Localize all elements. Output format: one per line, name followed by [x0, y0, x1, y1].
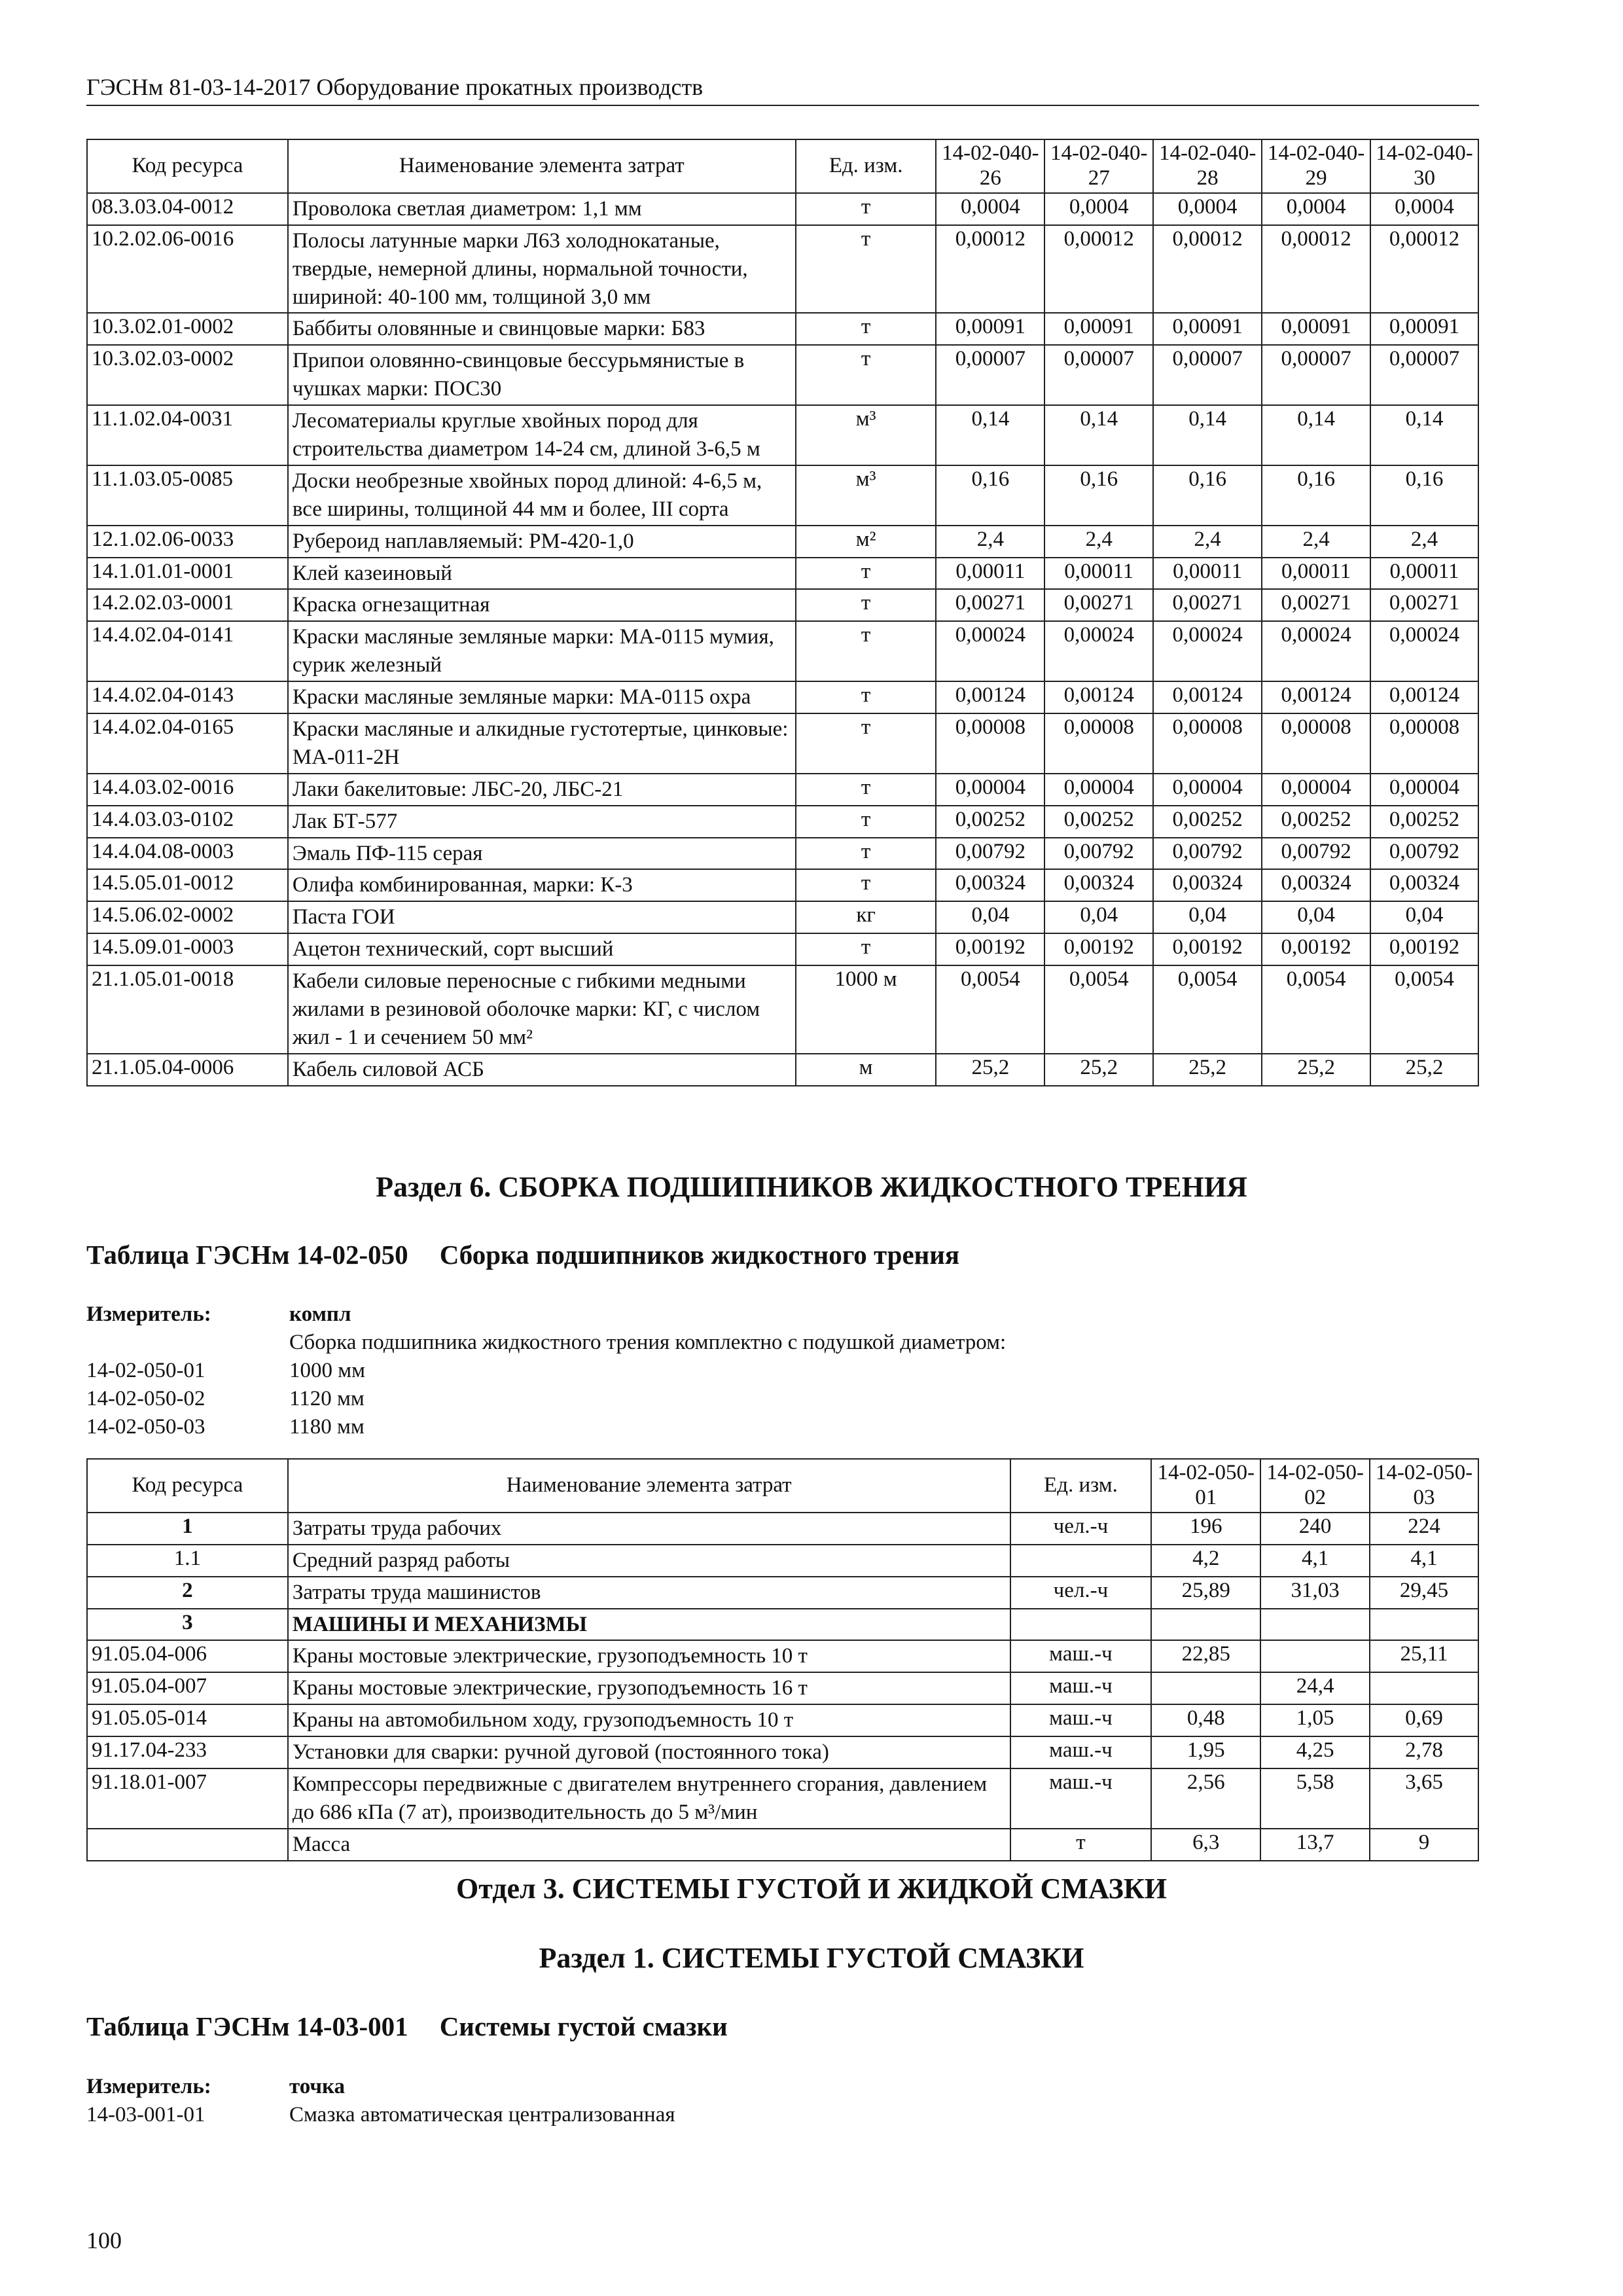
resource-name: Краны мостовые электрические, грузоподъемность 16 т [288, 1672, 1010, 1704]
table-row [87, 405, 1478, 465]
resource-value: 0,00192 [1262, 933, 1370, 965]
resource-code: 14.1.01.01-0001 [87, 558, 288, 590]
resource-name: Ацетон технический, сорт высший [288, 933, 796, 965]
resource-value: 0,00011 [1153, 558, 1262, 590]
resource-name: МАШИНЫ И МЕХАНИЗМЫ [288, 1609, 1010, 1641]
resource-value: 196 [1151, 1513, 1260, 1545]
resource-value: 0,00324 [1044, 869, 1153, 901]
resource-name: Проволока светлая диаметром: 1,1 мм [288, 193, 796, 225]
resource-value: 0,00124 [1370, 681, 1478, 713]
resource-value: 0,00792 [1153, 838, 1262, 870]
resource-name: Краска огнезащитная [288, 589, 796, 621]
resources-table-050 [86, 1458, 1479, 1861]
resource-value: 240 [1260, 1513, 1370, 1545]
resource-value: 31,03 [1260, 1577, 1370, 1609]
resource-value [1151, 1672, 1260, 1704]
item-code: 14-02-050-02 [86, 1387, 205, 1410]
resources-table-040 [86, 139, 1479, 1086]
table-row [87, 965, 1478, 1054]
resource-value: 22,85 [1151, 1640, 1260, 1672]
resource-value: 0,04 [936, 901, 1044, 933]
resource-value: 0,00011 [1044, 558, 1153, 590]
resource-code [87, 1829, 288, 1861]
column-header: Код ресурса [87, 139, 288, 193]
measure-unit: точка [289, 2075, 346, 2098]
resource-unit: т [796, 806, 936, 838]
resource-name: Затраты труда рабочих [288, 1513, 1010, 1545]
table-row [87, 774, 1478, 806]
table-row [87, 901, 1478, 933]
resource-value: 0,00324 [936, 869, 1044, 901]
resource-value: 0,14 [1153, 405, 1262, 465]
resource-value: 25,2 [1044, 1054, 1153, 1086]
resource-value: 0,00007 [1370, 345, 1478, 405]
resource-value: 0,48 [1151, 1704, 1260, 1736]
resource-code: 14.5.09.01-0003 [87, 933, 288, 965]
resource-unit: т [1010, 1829, 1152, 1861]
resource-value: 0,00271 [1370, 589, 1478, 621]
resource-unit: т [796, 713, 936, 774]
resource-value: 0,0054 [1262, 965, 1370, 1054]
column-header: 14-02-050-03 [1370, 1459, 1478, 1513]
resource-value: 2,4 [1153, 526, 1262, 558]
table-row [87, 1672, 1478, 1704]
resource-name: Полосы латунные марки Л63 холоднокатаные, твердые, немерной длины, нормальной точности, шириной: 40-100 мм, толщиной 3,0 мм [288, 225, 796, 314]
resource-value: 0,00091 [1044, 313, 1153, 345]
item-text: 1000 мм [289, 1359, 366, 1382]
column-header: Наименование элемента затрат [288, 139, 796, 193]
resource-value: 0,00271 [1262, 589, 1370, 621]
resource-unit: т [796, 225, 936, 314]
resource-value: 2,56 [1151, 1768, 1260, 1829]
resource-value: 25,2 [1262, 1054, 1370, 1086]
table-row [87, 869, 1478, 901]
resource-value: 0,16 [1262, 465, 1370, 526]
resource-value: 0,00792 [1262, 838, 1370, 870]
resource-value: 0,16 [1153, 465, 1262, 526]
resource-value: 2,4 [936, 526, 1044, 558]
resource-value [1260, 1640, 1370, 1672]
resource-value: 2,4 [1044, 526, 1153, 558]
measure-description: Сборка подшипника жидкостного трения комплектно с подушкой диаметром: [289, 1331, 1007, 1354]
resource-code: 91.05.04-007 [87, 1672, 288, 1704]
resource-code: 91.18.01-007 [87, 1768, 288, 1829]
resource-value: 25,2 [1370, 1054, 1478, 1086]
table-row [87, 621, 1478, 681]
resource-unit: м³ [796, 465, 936, 526]
resource-name: Затраты труда машинистов [288, 1577, 1010, 1609]
resource-name: Доски необрезные хвойных пород длиной: 4-6,5 м, все ширины, толщиной 44 мм и более, III сорта [288, 465, 796, 526]
resource-value: 4,2 [1151, 1545, 1260, 1577]
column-header: 14-02-040-29 [1262, 139, 1370, 193]
resource-value: 0,00192 [1153, 933, 1262, 965]
resource-code: 11.1.02.04-0031 [87, 405, 288, 465]
resource-unit: маш.-ч [1010, 1704, 1152, 1736]
resource-value: 0,00192 [1370, 933, 1478, 965]
resource-code: 1.1 [87, 1545, 288, 1577]
resource-code: 14.4.03.03-0102 [87, 806, 288, 838]
resource-unit: чел.-ч [1010, 1577, 1152, 1609]
resource-name: Припои оловянно-свинцовые бессурьмянистые в чушках марки: ПОС30 [288, 345, 796, 405]
resource-name: Краски масляные земляные марки: МА-0115 охра [288, 681, 796, 713]
resource-code: 10.3.02.03-0002 [87, 345, 288, 405]
resource-code: 91.05.05-014 [87, 1704, 288, 1736]
resource-value: 6,3 [1151, 1829, 1260, 1861]
resource-value: 9 [1370, 1829, 1478, 1861]
resource-unit: м³ [796, 405, 936, 465]
resource-value: 0,00124 [936, 681, 1044, 713]
resource-value: 0,00004 [1262, 774, 1370, 806]
resource-name: Паста ГОИ [288, 901, 796, 933]
table-row [87, 1609, 1478, 1641]
resource-value: 13,7 [1260, 1829, 1370, 1861]
resource-value: 0,00024 [1370, 621, 1478, 681]
resource-value: 0,00024 [1044, 621, 1153, 681]
resource-value: 0,00252 [1044, 806, 1153, 838]
resource-value: 0,14 [1044, 405, 1153, 465]
section-1-heading: Раздел 1. СИСТЕМЫ ГУСТОЙ СМАЗКИ [539, 1942, 1084, 1974]
resource-unit: маш.-ч [1010, 1640, 1152, 1672]
resource-name: Эмаль ПФ-115 серая [288, 838, 796, 870]
item-text: 1120 мм [289, 1387, 365, 1410]
resource-value: 0,00252 [936, 806, 1044, 838]
resource-unit: т [796, 589, 936, 621]
item-code: 14-02-050-03 [86, 1415, 205, 1439]
item-code: 14-02-050-01 [86, 1359, 205, 1382]
measure-unit: компл [289, 1302, 351, 1326]
table-row [87, 558, 1478, 590]
resource-code: 14.4.02.04-0165 [87, 713, 288, 774]
resource-value: 25,11 [1370, 1640, 1478, 1672]
resource-code: 14.5.05.01-0012 [87, 869, 288, 901]
resource-code: 10.3.02.01-0002 [87, 313, 288, 345]
resource-name: Краны на автомобильном ходу, грузоподъемность 10 т [288, 1704, 1010, 1736]
resource-unit: т [796, 933, 936, 965]
resource-code: 11.1.03.05-0085 [87, 465, 288, 526]
resource-value: 25,2 [1153, 1054, 1262, 1086]
resource-name: Кабель силовой АСБ [288, 1054, 796, 1086]
resource-value: 0,00324 [1153, 869, 1262, 901]
resource-value: 0,0004 [1262, 193, 1370, 225]
resource-unit [1010, 1545, 1152, 1577]
resource-value: 0,00007 [936, 345, 1044, 405]
resource-value: 0,00271 [1153, 589, 1262, 621]
resource-value: 0,16 [1044, 465, 1153, 526]
resource-value: 0,00004 [1044, 774, 1153, 806]
resource-unit: м [796, 1054, 936, 1086]
resource-value: 0,00252 [1153, 806, 1262, 838]
resource-name: Лаки бакелитовые: ЛБС-20, ЛБС-21 [288, 774, 796, 806]
page-number: 100 [86, 2227, 122, 2253]
table-header-row [87, 139, 1478, 193]
resource-value: 0,00271 [936, 589, 1044, 621]
resource-value: 0,00008 [1370, 713, 1478, 774]
resource-unit: т [796, 621, 936, 681]
table-header-row [87, 1459, 1478, 1513]
resource-code: 91.05.04-006 [87, 1640, 288, 1672]
resource-name: Кабели силовые переносные с гибкими медными жилами в резиновой оболочке марки: КГ, с числом жил - 1 и сечением 50 мм² [288, 965, 796, 1054]
table-row [87, 1736, 1478, 1768]
resource-value: 3,65 [1370, 1768, 1478, 1829]
resource-value: 0,04 [1262, 901, 1370, 933]
resource-value: 0,04 [1044, 901, 1153, 933]
resource-unit: чел.-ч [1010, 1513, 1152, 1545]
resource-code: 14.4.03.02-0016 [87, 774, 288, 806]
resource-code: 08.3.03.04-0012 [87, 193, 288, 225]
resource-name: Масса [288, 1829, 1010, 1861]
resource-name: Лесоматериалы круглые хвойных пород для строительства диаметром 14-24 см, длиной 3-6,5 м [288, 405, 796, 465]
table-row [87, 1829, 1478, 1861]
resource-value: 0,00091 [1153, 313, 1262, 345]
table-row [87, 1768, 1478, 1829]
resource-code: 91.17.04-233 [87, 1736, 288, 1768]
resource-unit: т [796, 313, 936, 345]
resource-value: 0,16 [1370, 465, 1478, 526]
resource-value: 0,0054 [1044, 965, 1153, 1054]
table-row [87, 1577, 1478, 1609]
resource-code: 14.4.02.04-0143 [87, 681, 288, 713]
resource-value: 224 [1370, 1513, 1478, 1545]
column-header: 14-02-040-26 [936, 139, 1044, 193]
resource-name: Средний разряд работы [288, 1545, 1010, 1577]
resource-unit: м² [796, 526, 936, 558]
resource-name: Краски масляные земляные марки: МА-0115 мумия, сурик железный [288, 621, 796, 681]
column-header: 14-02-040-28 [1153, 139, 1262, 193]
resource-name: Баббиты оловянные и свинцовые марки: Б83 [288, 313, 796, 345]
measure-item [86, 1359, 1006, 1387]
resource-value: 25,2 [936, 1054, 1044, 1086]
resource-name: Олифа комбинированная, марки: К-3 [288, 869, 796, 901]
resource-value: 0,00024 [936, 621, 1044, 681]
resource-code: 2 [87, 1577, 288, 1609]
resource-value: 1,95 [1151, 1736, 1260, 1768]
resource-name: Клей казеиновый [288, 558, 796, 590]
department-3-heading: Отдел 3. СИСТЕМЫ ГУСТОЙ И ЖИДКОЙ СМАЗКИ [455, 1873, 1168, 1905]
resource-value: 0,0054 [1153, 965, 1262, 1054]
table-row [87, 589, 1478, 621]
table-row [87, 1513, 1478, 1545]
table-row [87, 1640, 1478, 1672]
resource-value: 0,00792 [1044, 838, 1153, 870]
resource-value: 0,04 [1370, 901, 1478, 933]
resource-value: 0,00012 [1262, 225, 1370, 314]
resource-code: 21.1.05.04-0006 [87, 1054, 288, 1086]
resource-value: 0,00012 [1370, 225, 1478, 314]
resource-value: 0,00004 [1153, 774, 1262, 806]
item-text: 1180 мм [289, 1415, 365, 1439]
table-row [87, 526, 1478, 558]
resource-value: 0,14 [1262, 405, 1370, 465]
resource-value: 0,00011 [936, 558, 1044, 590]
resource-unit: маш.-ч [1010, 1672, 1152, 1704]
resource-value: 0,0054 [1370, 965, 1478, 1054]
resource-value: 0,00792 [1370, 838, 1478, 870]
resource-value [1260, 1609, 1370, 1641]
resource-value: 0,00271 [1044, 589, 1153, 621]
resource-code: 1 [87, 1513, 288, 1545]
resource-value: 0,00011 [1262, 558, 1370, 590]
page-header [86, 73, 1479, 106]
resource-code: 3 [87, 1609, 288, 1641]
resource-value: 0,14 [1370, 405, 1478, 465]
resource-value: 0,00012 [1153, 225, 1262, 314]
resource-value: 0,00091 [1370, 313, 1478, 345]
resource-name: Компрессоры передвижные с двигателем внутреннего сгорания, давлением до 686 кПа (7 ат), производительность до 5 м³/мин [288, 1768, 1010, 1829]
resource-value: 0,00012 [936, 225, 1044, 314]
column-header: Ед. изм. [796, 139, 936, 193]
resource-value: 0,00324 [1370, 869, 1478, 901]
table-row [87, 193, 1478, 225]
column-header: 14-02-050-01 [1151, 1459, 1260, 1513]
resource-value: 0,00008 [1044, 713, 1153, 774]
table-row [87, 806, 1478, 838]
resource-value: 0,00792 [936, 838, 1044, 870]
resource-value: 0,00012 [1044, 225, 1153, 314]
resource-value: 0,16 [936, 465, 1044, 526]
resource-value [1151, 1609, 1260, 1641]
resource-value: 0,00011 [1370, 558, 1478, 590]
measure-label: Измеритель: [86, 1302, 211, 1326]
table-050-name: Сборка подшипников жидкостного трения [439, 1240, 960, 1270]
resource-value: 0,00252 [1370, 806, 1478, 838]
resource-value: 29,45 [1370, 1577, 1478, 1609]
resource-value: 25,89 [1151, 1577, 1260, 1609]
resource-value: 4,25 [1260, 1736, 1370, 1768]
column-header: Наименование элемента затрат [288, 1459, 1010, 1513]
table-row [87, 933, 1478, 965]
resource-value: 0,00004 [936, 774, 1044, 806]
resource-value: 0,00004 [1370, 774, 1478, 806]
resource-value: 1,05 [1260, 1704, 1370, 1736]
resource-value: 0,00091 [936, 313, 1044, 345]
resource-value: 0,0004 [1153, 193, 1262, 225]
resource-code: 14.2.02.03-0001 [87, 589, 288, 621]
resource-code: 10.2.02.06-0016 [87, 225, 288, 314]
column-header: 14-02-040-30 [1370, 139, 1478, 193]
resource-unit: кг [796, 901, 936, 933]
table-001-code: Таблица ГЭСНм 14-03-001 [86, 2011, 408, 2041]
table-050-measure-block [86, 1302, 1006, 1443]
resource-value: 2,4 [1370, 526, 1478, 558]
resource-code: 14.5.06.02-0002 [87, 901, 288, 933]
resource-name: Рубероид наплавляемый: РМ-420-1,0 [288, 526, 796, 558]
resource-value: 0,00024 [1153, 621, 1262, 681]
resource-unit: т [796, 558, 936, 590]
resource-value: 0,14 [936, 405, 1044, 465]
resource-value: 0,00252 [1262, 806, 1370, 838]
resource-code: 12.1.02.06-0033 [87, 526, 288, 558]
resource-value: 0,00091 [1262, 313, 1370, 345]
resource-value: 24,4 [1260, 1672, 1370, 1704]
table-row [87, 345, 1478, 405]
table-001-measure-block [86, 2075, 675, 2131]
resource-value: 0,69 [1370, 1704, 1478, 1736]
resource-value: 0,0004 [936, 193, 1044, 225]
resource-value: 4,1 [1370, 1545, 1478, 1577]
table-row [87, 681, 1478, 713]
item-code: 14-03-001-01 [86, 2103, 205, 2126]
header-title: ГЭСНм 81-03-14-2017 Оборудование прокатных производств [86, 74, 704, 100]
resource-value: 2,4 [1262, 526, 1370, 558]
section-6-heading: Раздел 6. СБОРКА ПОДШИПНИКОВ ЖИДКОСТНОГО ТРЕНИЯ [376, 1171, 1247, 1203]
item-text: Смазка автоматическая централизованная [289, 2103, 675, 2126]
resource-unit: т [796, 681, 936, 713]
resource-unit: т [796, 345, 936, 405]
resource-value: 0,00007 [1153, 345, 1262, 405]
resource-value: 0,00008 [936, 713, 1044, 774]
table-050-title [86, 1239, 959, 1270]
resource-code: 14.4.02.04-0141 [87, 621, 288, 681]
table-050-code: Таблица ГЭСНм 14-02-050 [86, 1240, 408, 1270]
measure-item [86, 1415, 1006, 1443]
resource-unit [1010, 1609, 1152, 1641]
table-row [87, 465, 1478, 526]
table-row [87, 225, 1478, 314]
measure-label: Измеритель: [86, 2075, 211, 2098]
resource-value: 0,04 [1153, 901, 1262, 933]
table-row [87, 838, 1478, 870]
resource-value: 0,00124 [1044, 681, 1153, 713]
resource-value: 5,58 [1260, 1768, 1370, 1829]
column-header: Ед. изм. [1010, 1459, 1152, 1513]
column-header: 14-02-040-27 [1044, 139, 1153, 193]
resource-code: 14.4.04.08-0003 [87, 838, 288, 870]
resource-value: 0,0004 [1044, 193, 1153, 225]
table-row [87, 1704, 1478, 1736]
resource-name: Краны мостовые электрические, грузоподъемность 10 т [288, 1640, 1010, 1672]
column-header: Код ресурса [87, 1459, 288, 1513]
resource-unit: маш.-ч [1010, 1768, 1152, 1829]
resource-value: 0,00008 [1262, 713, 1370, 774]
resource-value: 0,00192 [936, 933, 1044, 965]
resource-name: Установки для сварки: ручной дуговой (постоянного тока) [288, 1736, 1010, 1768]
resource-value: 4,1 [1260, 1545, 1370, 1577]
resource-code: 21.1.05.01-0018 [87, 965, 288, 1054]
resource-value [1370, 1672, 1478, 1704]
resource-unit: т [796, 774, 936, 806]
resource-name: Лак БТ-577 [288, 806, 796, 838]
resource-unit: маш.-ч [1010, 1736, 1152, 1768]
resource-value: 0,0054 [936, 965, 1044, 1054]
resource-value: 0,00008 [1153, 713, 1262, 774]
resource-value: 0,00324 [1262, 869, 1370, 901]
resource-unit: т [796, 869, 936, 901]
resource-name: Краски масляные и алкидные густотертые, цинковые: МА-011-2Н [288, 713, 796, 774]
resource-value: 0,00124 [1262, 681, 1370, 713]
resource-value: 2,78 [1370, 1736, 1478, 1768]
resource-value: 0,00192 [1044, 933, 1153, 965]
table-row [87, 1545, 1478, 1577]
resource-value [1370, 1609, 1478, 1641]
resource-unit: т [796, 193, 936, 225]
resource-value: 0,0004 [1370, 193, 1478, 225]
table-001-name: Системы густой смазки [439, 2011, 728, 2041]
resource-value: 0,00007 [1262, 345, 1370, 405]
measure-item [86, 1387, 1006, 1415]
resource-value: 0,00007 [1044, 345, 1153, 405]
table-row [87, 1054, 1478, 1086]
table-row [87, 313, 1478, 345]
resource-value: 0,00024 [1262, 621, 1370, 681]
table-row [87, 713, 1478, 774]
table-001-title [86, 2011, 728, 2042]
resource-value: 0,00124 [1153, 681, 1262, 713]
resource-unit: т [796, 838, 936, 870]
column-header: 14-02-050-02 [1260, 1459, 1370, 1513]
resource-unit: 1000 м [796, 965, 936, 1054]
